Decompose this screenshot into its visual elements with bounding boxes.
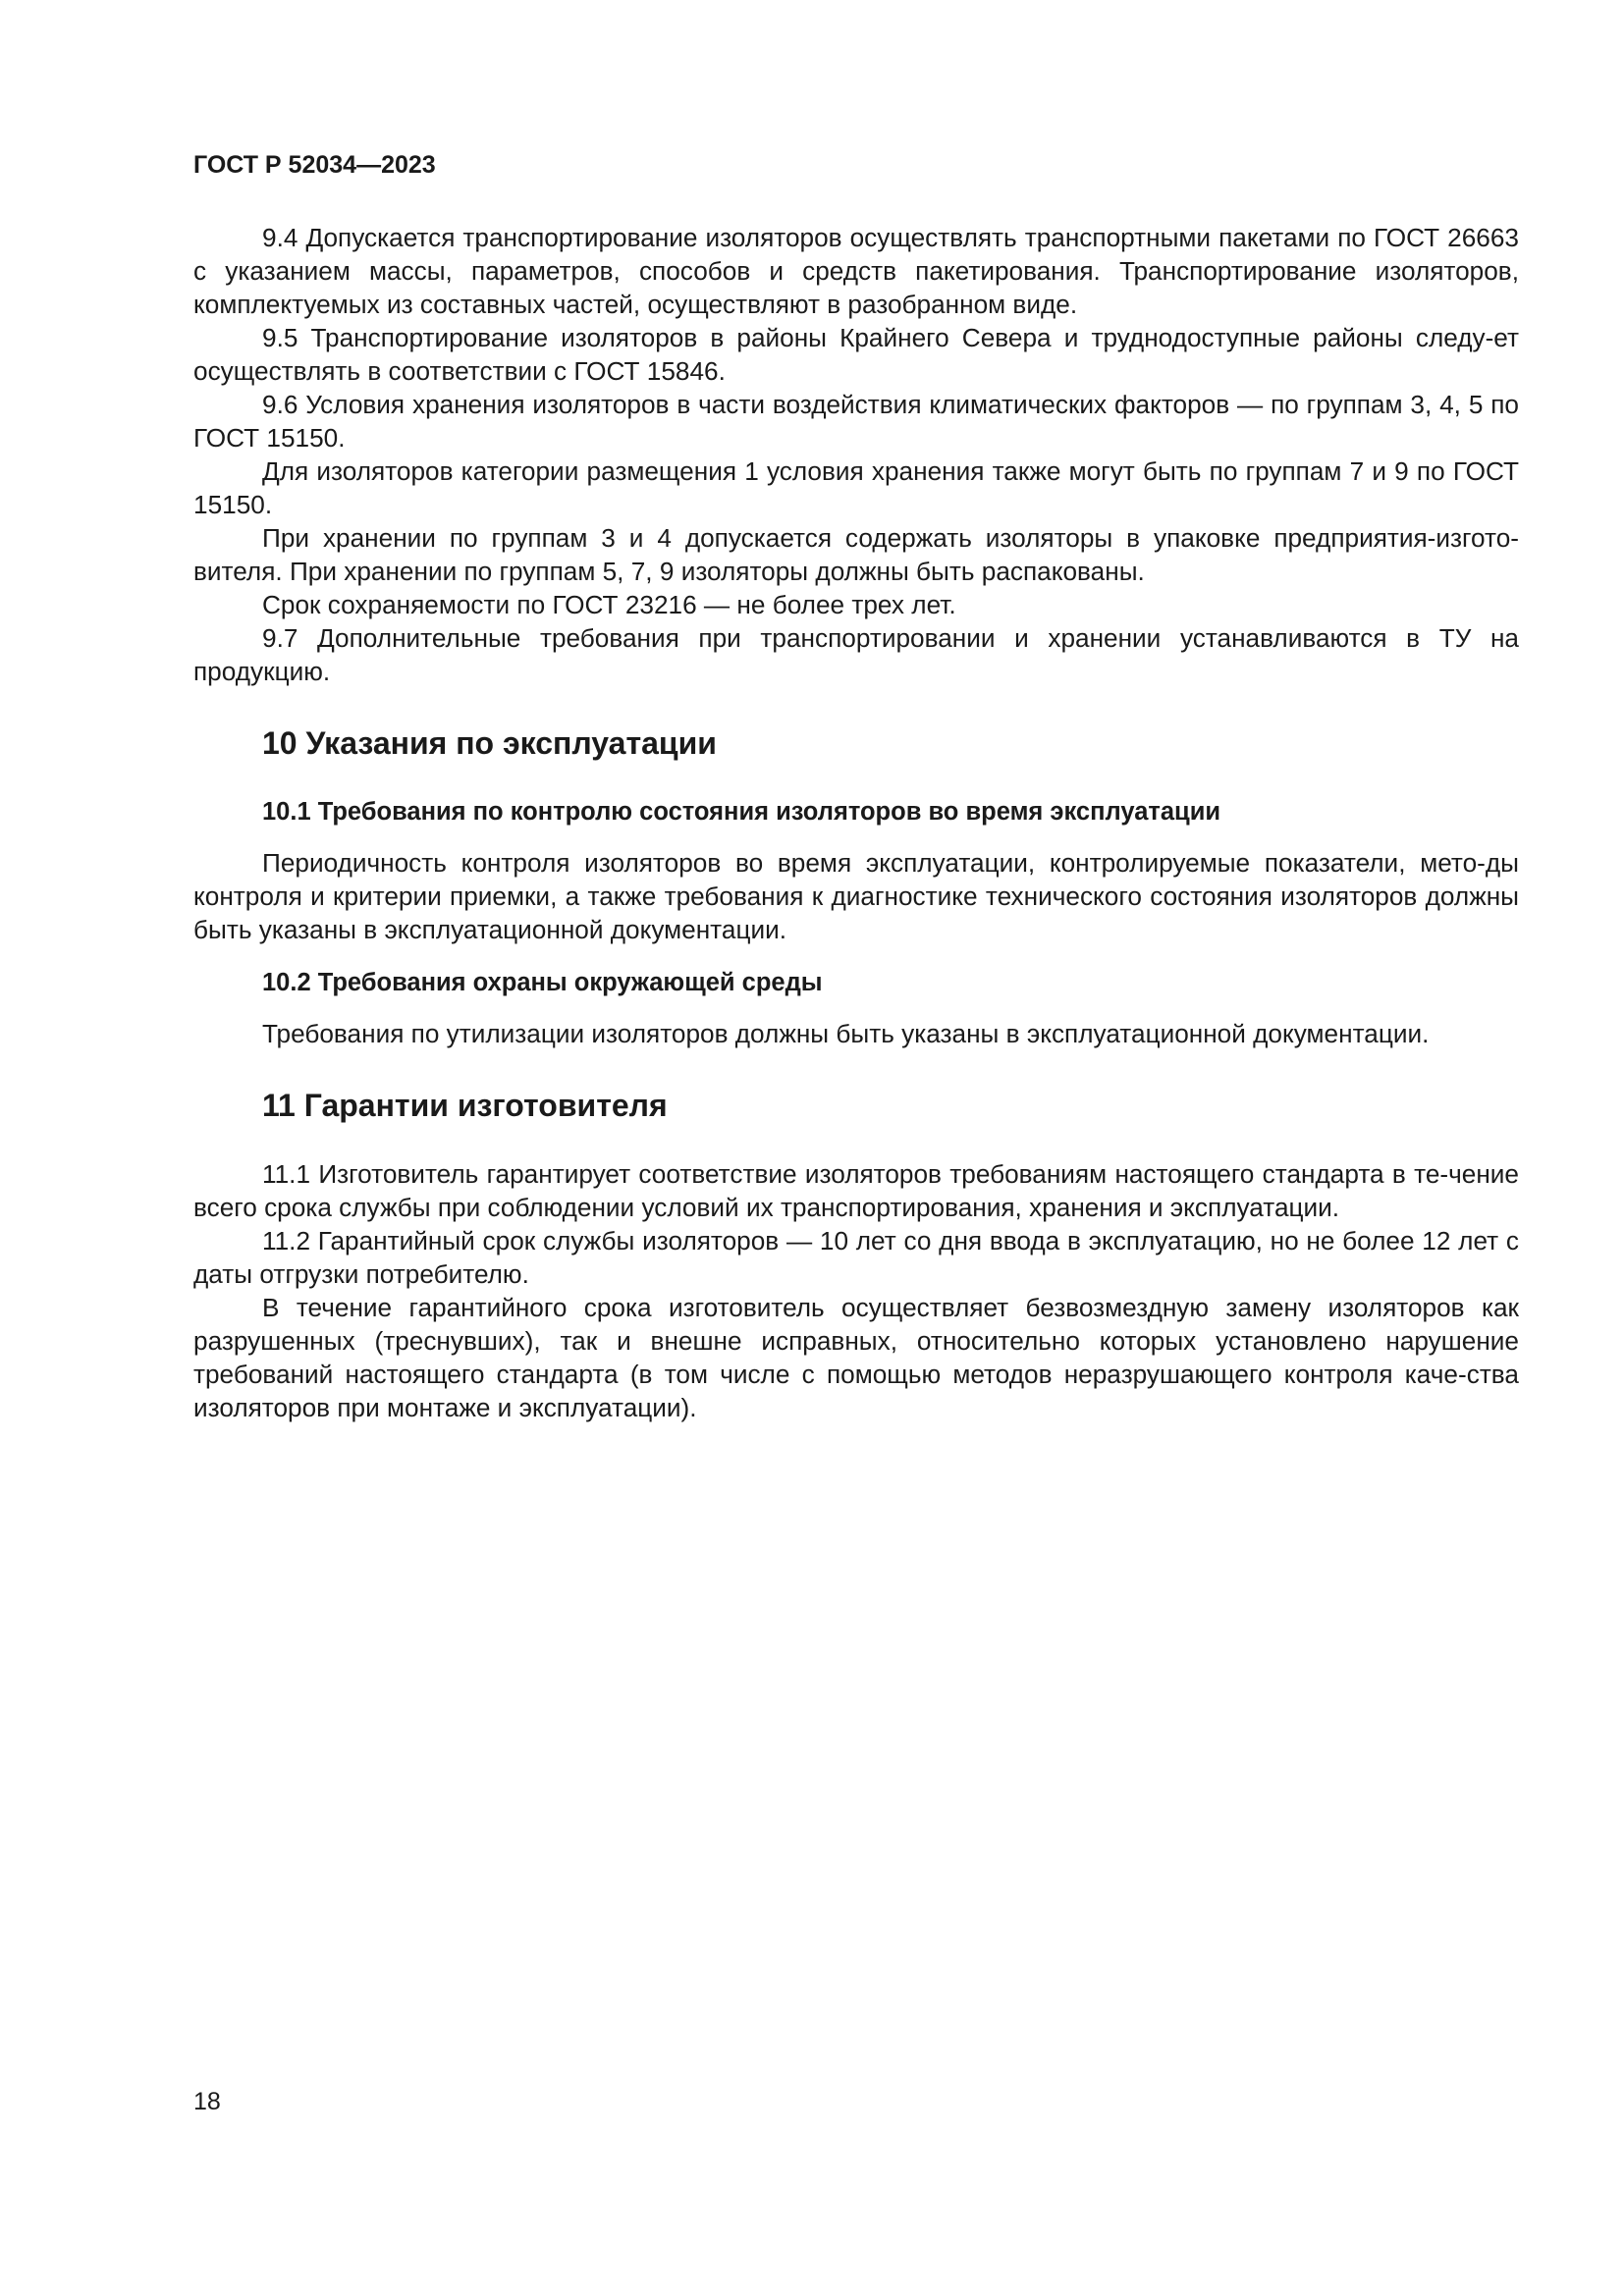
paragraph-9-7: 9.7 Дополнительные требования при транспортировании и хранении устанавливаются в ТУ на продукцию. bbox=[193, 623, 1519, 686]
paragraph-11-2: 11.2 Гарантийный срок службы изоляторов — 10 лет со дня ввода в эксплуатацию, но не более 12 лет с даты отгрузки потребителю. bbox=[193, 1226, 1519, 1289]
spacer bbox=[193, 763, 1519, 795]
paragraph-11-1: 11.1 Изготовитель гарантирует соответствие изоляторов требованиям настоящего стандарта в те-чение всего срока службы при соблюдении условий их транспортирования, хранения и эксплуатации. bbox=[193, 1159, 1519, 1222]
spacer bbox=[193, 828, 1519, 846]
section-title-10: 10 Указания по эксплуатации bbox=[262, 725, 717, 761]
spacer bbox=[193, 999, 1519, 1017]
paragraph-9-6-packaging: При хранении по группам 3 и 4 допускается содержать изоляторы в упаковке предприятия-изгото-вителя. При хранении по группам 5, 7, 9 изоляторы должны быть распакованы. bbox=[193, 523, 1519, 586]
document-body bbox=[193, 221, 1519, 1424]
paragraph-9-6-shelf-life: Срок сохраняемости по ГОСТ 23216 — не более трех лет. bbox=[262, 590, 956, 619]
paragraph-10-1: Периодичность контроля изоляторов во время эксплуатации, контролируемые показатели, мето-ды контроля и критерии приемки, а также требования к диагностике технического состояния изоляторов должны быть указаны в эксплуатационной документации. bbox=[193, 848, 1519, 944]
subsection-title-10-2: 10.2 Требования охраны окружающей среды bbox=[262, 969, 823, 996]
paragraph-9-6: 9.6 Условия хранения изоляторов в части воздействия климатических факторов — по группам 3, 4, 5 по ГОСТ 15150. bbox=[193, 390, 1519, 453]
paragraph-11-2-replacement: В течение гарантийного срока изготовитель осуществляет безвозмездную замену изоляторов как разрушенных (треснувших), так и внешне исправных, относительно которых установлено нарушение требований настоящего стандарта (в том числе с помощью методов неразрушающего контроля каче-ства изоляторов при монтаже и эксплуатации). bbox=[193, 1293, 1519, 1422]
running-header-standard-id: ГОСТ Р 52034—2023 bbox=[193, 151, 436, 179]
subsection-title-10-1: 10.1 Требования по контролю состояния изоляторов во время эксплуатации bbox=[262, 798, 1221, 826]
spacer bbox=[193, 1125, 1519, 1157]
section-title-11: 11 Гарантии изготовителя bbox=[262, 1088, 668, 1123]
page-number: 18 bbox=[193, 2088, 221, 2115]
spacer bbox=[193, 946, 1519, 966]
paragraph-9-5: 9.5 Транспортирование изоляторов в районы Крайнего Севера и труднодоступные районы следу-ет осуществлять в соответствии с ГОСТ 15846. bbox=[193, 323, 1519, 386]
paragraph-9-4: 9.4 Допускается транспортирование изоляторов осуществлять транспортными пакетами по ГОСТ 26663 с указанием массы, параметров, способов и средств пакетирования. Транспортирование изоляторов, комплектуемых из составных частей, осуществляют в разобранном виде. bbox=[193, 223, 1519, 319]
paragraph-10-2: Требования по утилизации изоляторов должны быть указаны в эксплуатационной документации. bbox=[262, 1019, 1430, 1048]
paragraph-9-6-placement: Для изоляторов категории размещения 1 условия хранения также могут быть по группам 7 и 9 по ГОСТ 15150. bbox=[193, 456, 1519, 519]
